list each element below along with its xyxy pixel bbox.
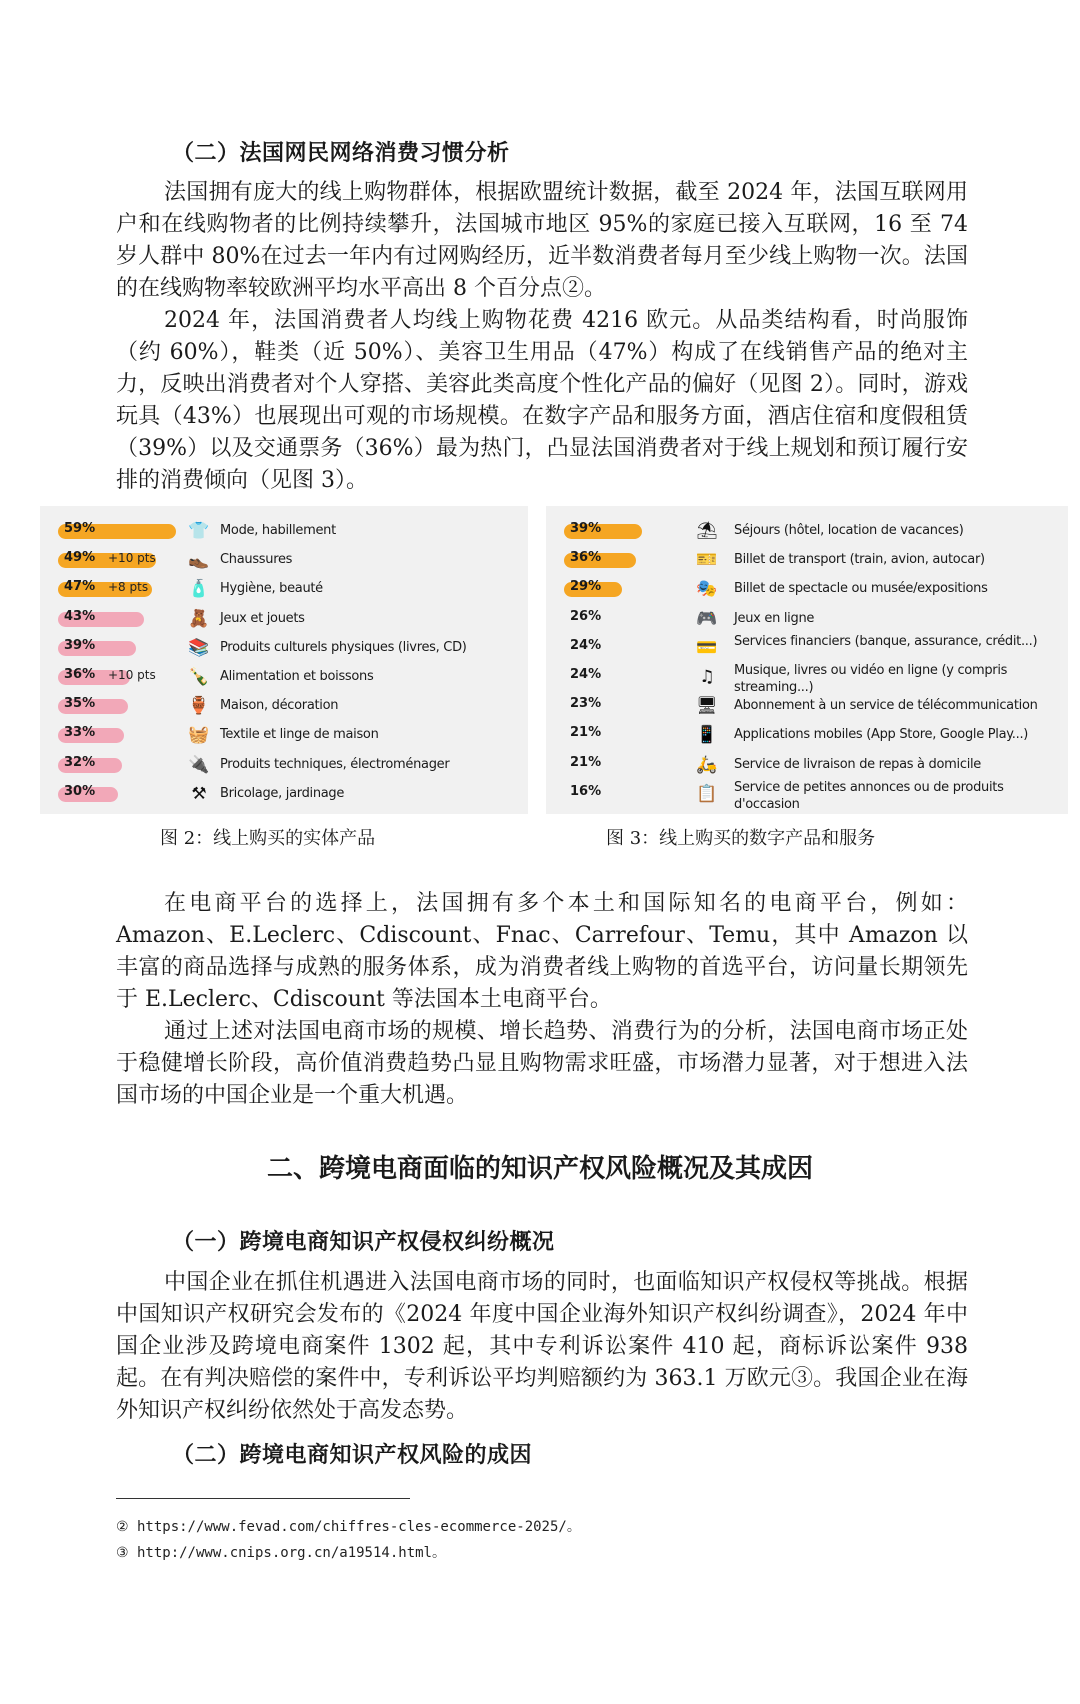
chart-row	[40, 722, 528, 750]
smartphone-icon: 📱	[696, 725, 718, 746]
data-label: 43%	[64, 608, 96, 624]
footnote-3: ③ http://www.cnips.org.cn/a19514.html。	[116, 1545, 446, 1561]
category-label: Produits techniques, électroménager	[220, 756, 450, 772]
chart-row	[546, 779, 1068, 812]
theater-masks-icon: 🎭	[696, 579, 718, 600]
paragraph-online-shoppers: 法国拥有庞大的线上购物群体，根据欧盟统计数据，截至 2024 年，法国互联网用户和在线购物者的比例持续攀升，法国城市地区 95%的家庭已接入互联网，16 至 74 岁人群中 80%在过去一年内有过网购经历，近半数消费者每月至少线上购物一次。法国的在线购物率较欧洲平均水平高出 8 个百分点②。	[116, 180, 968, 301]
footnote-divider	[116, 1498, 410, 1499]
vase-icon: 🏺	[188, 696, 210, 717]
category-label: Abonnement à un service de télécommunication	[734, 698, 1038, 714]
category-label: Applications mobiles (App Store, Google Play...)	[734, 727, 1029, 743]
figure-3-chart	[546, 506, 1068, 814]
chart-row	[40, 547, 528, 575]
data-label: 47%	[64, 579, 96, 595]
paragraph-platforms: 在电商平台的选择上，法国拥有多个本土和国际知名的电商平台，例如：Amazon、E.Leclerc、Cdiscount、Fnac、Carrefour、Temu，其中 Amazon 以丰富的商品选择与成熟的服务体系，成为消费者线上购物的首选平台，访问量长期领先于 E.Leclerc、Cdiscount 等法国本土电商平台。	[116, 891, 968, 1012]
data-label: 49%	[64, 550, 96, 566]
category-label: Service de petites annonces ou de produits d'occasion	[734, 779, 1004, 812]
monitor-icon: 🖥	[696, 696, 718, 717]
data-label: 23%	[570, 696, 602, 712]
category-label: Jeux et jouets	[220, 610, 305, 626]
chart-row	[546, 518, 1068, 546]
bottles-icon: 🧴	[188, 579, 210, 600]
chart-row	[546, 635, 1068, 663]
chart-row	[546, 606, 1068, 634]
category-label: Mode, habillement	[220, 523, 336, 538]
data-label: 16%	[570, 783, 602, 799]
chart-row	[546, 663, 1068, 695]
data-label: 21%	[570, 725, 602, 741]
data-label: 32%	[64, 754, 96, 770]
chart-row	[546, 547, 1068, 575]
paragraph-ip-disputes: 中国企业在抓住机遇进入法国电商市场的同时，也面临知识产权侵权等挑战。根据中国知识产权研究会发布的《2024 年度中国企业海外知识产权纠纷调查》，2024 年中国企业涉及跨境电商案件 1302 起，其中专利诉讼案件 410 起，商标诉讼案件 938 起。在有判决赔偿的案件中，专利诉讼平均判赔额约为 363.1 万欧元③。我国企业在海外知识产权纠纷依然处于高发态势。	[116, 1270, 968, 1423]
chart-row	[40, 752, 528, 780]
paragraph-spending: 2024 年，法国消费者人均线上购物花费 4216 欧元。从品类结构看，时尚服饰（约 60%），鞋类（近 50%）、美容卫生用品（47%）构成了在线销售产品的绝对主力，反映出消费者对个人穿搭、美容此类高度个性化产品的偏好（见图 2）。同时，游戏玩具（43%）也展现出可观的市场规模。在数字产品和服务方面，酒店住宿和度假租赁（39%）以及交通票务（36%）最为热门，凸显法国消费者对于线上规划和预订履行安排的消费倾向（见图 3）。	[116, 308, 968, 493]
category-label: Produits culturels physiques (livres, CD)	[220, 639, 467, 655]
category-label: Musique, livres ou vidéo en ligne (y compris streaming...)	[734, 663, 1008, 695]
chart-row	[40, 606, 528, 634]
category-label: Billet de transport (train, avion, autocar)	[734, 552, 985, 568]
shoe-icon: 👞	[188, 550, 210, 571]
chart-row	[40, 635, 528, 663]
paragraph-conclusion: 通过上述对法国电商市场的规模、增长趋势、消费行为的分析，法国电商市场正处于稳健增长阶段，高价值消费趋势凸显且购物需求旺盛，市场潜力显著，对于想进入法国市场的中国企业是一个重大机遇。	[116, 1019, 968, 1108]
data-label: 24%	[570, 637, 602, 653]
delivery-scooter-icon: 🛵	[696, 754, 718, 775]
data-label: 36%	[570, 550, 602, 566]
chart-row	[40, 518, 528, 546]
chart-row	[40, 781, 528, 809]
chart-row	[546, 576, 1068, 604]
data-label: 39%	[64, 637, 96, 653]
section-heading-2b: （二）跨境电商知识产权风险的成因	[172, 1443, 533, 1468]
category-label: Service de livraison de repas à domicile	[734, 756, 982, 772]
food-icon: 🍾	[188, 667, 210, 687]
growth-annotation: +8 pts	[108, 580, 149, 595]
tools-icon: ⚒	[191, 783, 207, 804]
growth-annotation: +10 pts	[108, 668, 156, 682]
chart-row	[546, 722, 1068, 750]
ticket-icon: 🎫	[696, 550, 718, 571]
category-label: Alimentation et boissons	[220, 669, 374, 684]
chart-row	[546, 752, 1068, 780]
chart-row	[40, 576, 528, 604]
data-label: 35%	[64, 696, 96, 712]
data-label: 36%	[64, 667, 96, 682]
credit-card-icon: 💳	[696, 637, 718, 658]
section-heading-2a: （一）跨境电商知识产权侵权纠纷概况	[172, 1230, 555, 1255]
classified-ads-icon: 📋	[696, 783, 718, 804]
data-label: 26%	[570, 608, 602, 624]
category-label: Billet de spectacle ou musée/expositions	[734, 581, 988, 597]
category-label: Chaussures	[220, 552, 293, 568]
chart-row	[40, 693, 528, 721]
data-label: 59%	[64, 521, 96, 536]
section-heading-b: （二）法国网民网络消费习惯分析	[172, 141, 510, 166]
books-icon: 📚	[188, 637, 210, 658]
data-label: 21%	[570, 754, 602, 770]
appliance-icon: 🔌	[188, 754, 210, 775]
category-label: Hygiène, beauté	[220, 581, 323, 597]
growth-annotation: +10 pts	[108, 551, 156, 566]
chart-row	[40, 664, 528, 692]
category-label: Bricolage, jardinage	[220, 785, 345, 801]
footnote-2: ② https://www.fevad.com/chiffres-cles-ecommerce-2025/。	[116, 1519, 581, 1535]
category-label: Services financiers (banque, assurance, crédit...)	[734, 633, 1038, 649]
category-label: Séjours (hôtel, location de vacances)	[734, 523, 964, 538]
figure-3-caption: 图 3：线上购买的数字产品和服务	[606, 828, 876, 849]
chart-row	[546, 693, 1068, 721]
data-label: 30%	[64, 783, 96, 799]
linen-icon: 🧺	[188, 725, 210, 746]
shirt-icon: 👕	[188, 521, 210, 541]
category-label: Jeux en ligne	[734, 610, 815, 626]
category-label: Maison, décoration	[220, 698, 339, 714]
figure-2-caption: 图 2：线上购买的实体产品	[160, 828, 376, 849]
data-label: 29%	[570, 579, 602, 595]
data-label: 33%	[64, 725, 96, 741]
data-label: 39%	[570, 521, 602, 536]
teddy-bear-icon: 🧸	[188, 608, 210, 629]
category-label: Textile et linge de maison	[220, 727, 379, 743]
section-heading-2: 二、跨境电商面临的知识产权风险概况及其成因	[266, 1154, 813, 1184]
figure-2-chart	[40, 506, 528, 814]
music-note-icon: ♫	[699, 667, 715, 687]
gamepad-icon: 🎮	[696, 608, 718, 629]
beach-umbrella-icon: ⛱	[696, 521, 718, 541]
data-label: 24%	[570, 667, 602, 682]
